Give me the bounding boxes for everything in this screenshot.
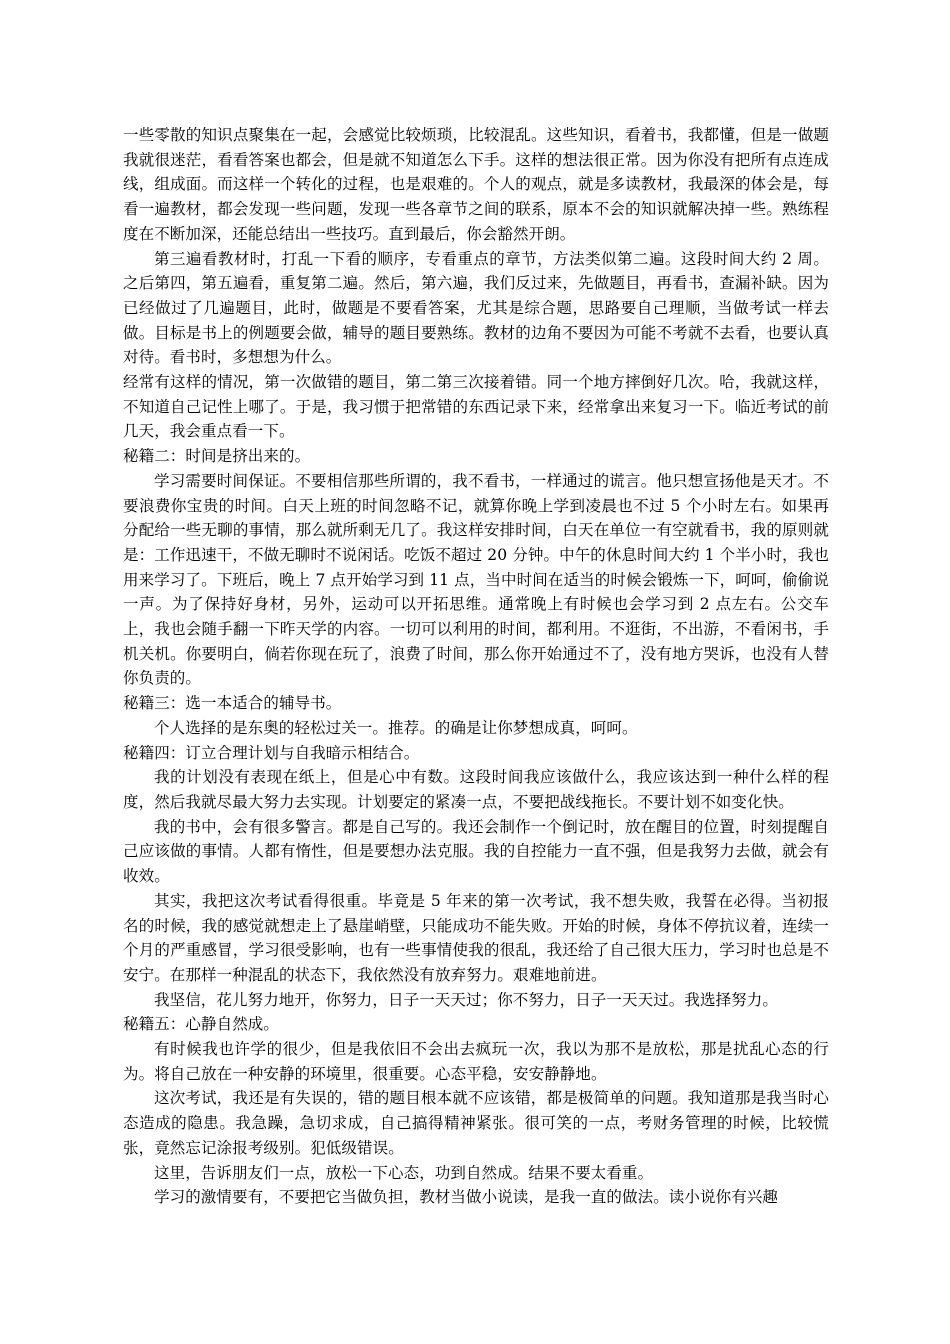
paragraph-12: 这里，告诉朋友们一点，放松一下心态，功到自然成。结果不要太看重。 <box>154 1163 654 1182</box>
paragraph-8: 其实，我把这次考试看得很重。毕竟是 5 年来的第一次考试，我不想失败，我誓在必得。当初报名的时候，我的感觉就想走上了悬崖峭壁，只能成功不能失败。开始的时候，身体不停抗议着，连续一个月的严重感冒，学习很受影响，也有一些事情使我的很乱，我还给了自己很大压力，学习时也总是不安宁。在那样一种混乱的状态下，我依然没有放弃努力。艰难地前进。 <box>123 891 829 984</box>
paragraph-2: 第三遍看教材时，打乱一下看的顺序，专看重点的章节，方法类似第二遍。这段时间大约 2 周。之后第四，第五遍看，重复第二遍。然后，第六遍，我们反过来，先做题目，再看书，查漏补缺。因为已经做过了几遍题目，此时，做题是不要看答案，尤其是综合题，思路要自己理顺，当做考试一样去做。目标是书上的例题要会做，辅导的题目要熟练。教材的边角不要因为可能不考就不去看，也要认真对待。看书时，多想想为什么。 <box>123 249 829 367</box>
section-heading-2: 秘籍二：时间是挤出来的。 <box>123 447 311 466</box>
paragraph-4: 学习需要时间保证。不要相信那些所谓的，我不看书，一样通过的谎言。他只想宣扬他是天才。不要浪费你宝贵的时间。白天上班的时间忽略不记，就算你晚上学到凌晨也不过 5 个小时左右。如果再分配给一些无聊的事情，那么就所剩无几了。我这样安排时间，白天在单位一有空就看书，我的原则就是：工作迅速干，不做无聊时不说闲话。吃饭不超过 20 分钟。中午的休息时间大约 1 个半小时，我也用来学习了。下班后，晚上 7 点开始学习到 11 点，当中时间在适当的时候会锻炼一下，呵呵，偷偷说一声。为了保持好身材，另外，运动可以开拓思维。通常晚上有时候也会学习到 2 点左右。公交车上，我也会随手翻一下昨天学的内容。一切可以利用的时间，都利用。不逛街，不出游，不看闲书，手机关机。你要明白，倘若你现在玩了，浪费了时间，那么你开始通过不了，没有地方哭诉，也没有人替你负责的。 <box>123 471 829 688</box>
section-heading-4: 秘籍四：订立合理计划与自我暗示相结合。 <box>123 743 420 762</box>
paragraph-1: 一些零散的知识点聚集在一起，会感觉比较烦琐，比较混乱。这些知识，看着书，我都懂，但是一做题我就很迷茫，看看答案也都会，但是就不知道怎么下手。这样的想法很正常。因为你没有把所有点连成线，组成面。而这样一个转化的过程，也是艰难的。个人的观点，就是多读教材，我最深的体会是，每看一遍教材，都会发现一些问题，发现一些各章节之间的联系，原本不会的知识就解决掉一些。熟练程度在不断加深，还能总结出一些技巧。直到最后，你会豁然开朗。 <box>123 126 829 243</box>
paragraph-3: 经常有这样的情况，第一次做错的题目，第二第三次接着错。同一个地方摔倒好几次。哈，我就这样，不知道自己记性上哪了。于是，我习惯于把常错的东西记录下来，经常拿出来复习一下。临近考试的前几天，我会重点看一下。 <box>123 373 829 441</box>
paragraph-5: 个人选择的是东奥的轻松过关一。推荐。的确是让你梦想成真，呵呵。 <box>154 718 638 737</box>
section-heading-3: 秘籍三：选一本适合的辅导书。 <box>123 694 342 713</box>
paragraph-11: 这次考试，我还是有失误的，错的题目根本就不应该错，都是极简单的问题。我知道那是我当时心态造成的隐患。我急躁，急切求成，自己搞得精神紧张。很可笑的一点，考财务管理的时候，比较慌张，竟然忘记涂报考级别。犯低级错误。 <box>123 1089 829 1157</box>
paragraph-13: 学习的激情要有，不要把它当做负担，教材当做小说读，是我一直的做法。读小说你有兴趣 <box>154 1188 779 1207</box>
paragraph-6: 我的计划没有表现在纸上，但是心中有数。这段时间我应该做什么，我应该达到一种什么样的程度，然后我就尽最大努力去实现。计划要定的紧凑一点，不要把战线拖长。不要计划不如变化快。 <box>123 768 829 811</box>
section-heading-5: 秘籍五：心静自然成。 <box>123 1015 280 1034</box>
document-body <box>123 123 829 1210</box>
paragraph-7: 我的书中，会有很多警言。都是自己写的。我还会制作一个倒记时，放在醒目的位置，时刻提醒自己应该做的事情。人都有惰性，但是要想办法克服。我的自控能力一直不强，但是我努力去做，就会有收效。 <box>123 817 829 886</box>
paragraph-9: 我坚信，花儿努力地开，你努力，日子一天天过；你不努力，日子一天天过。我选择努力。 <box>154 990 779 1009</box>
paragraph-10: 有时候我也许学的很少，但是我依旧不会出去疯玩一次，我以为那不是放松，那是扰乱心态的行为。将自己放在一种安静的环境里，很重要。心态平稳，安安静静地。 <box>123 1040 829 1083</box>
